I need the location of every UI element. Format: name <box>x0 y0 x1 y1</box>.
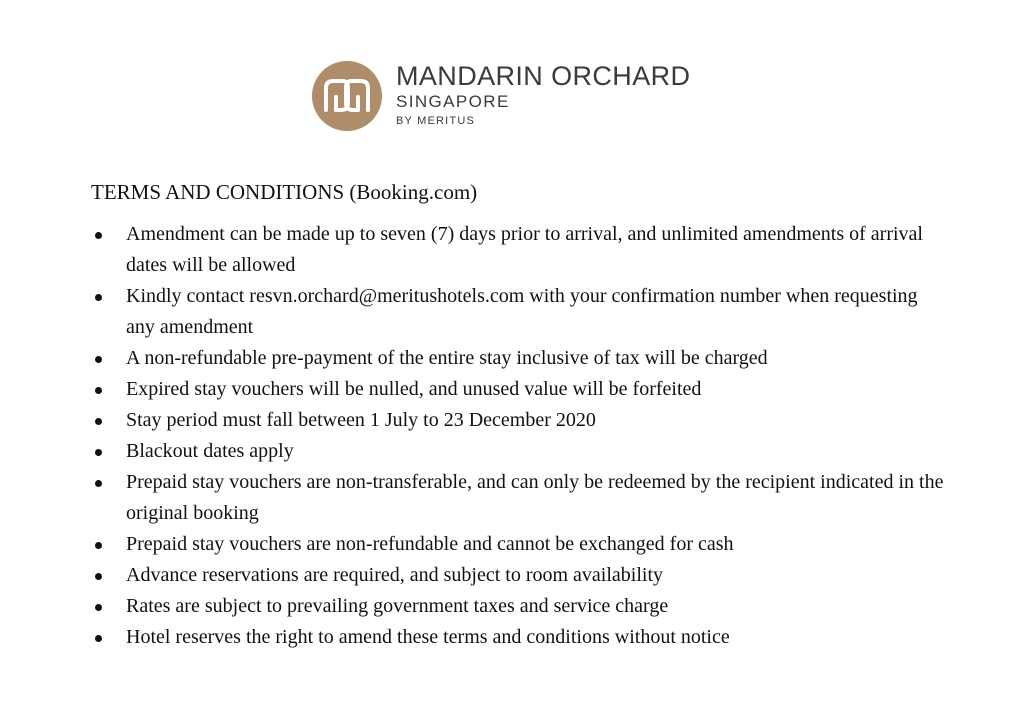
term-item-non-transferable: Prepaid stay vouchers are non-transferable, and can only be redeemed by the recipient indicated in the original booking <box>91 467 951 529</box>
term-item-amendment-window: Amendment can be made up to seven (7) days prior to arrival, and unlimited amendments of arrival dates will be allowed <box>91 219 951 281</box>
term-item-blackout-dates: Blackout dates apply <box>91 436 951 467</box>
logo-text <box>396 61 690 128</box>
brand-name: MANDARIN ORCHARD <box>396 61 691 91</box>
term-item-amend-terms: Hotel reserves the right to amend these terms and conditions without notice <box>91 622 951 653</box>
brand-group: BY MERITUS <box>396 115 476 127</box>
term-item-advance-reservations: Advance reservations are required, and subject to room availability <box>91 560 951 591</box>
terms-list <box>91 219 951 653</box>
term-item-non-refundable: Prepaid stay vouchers are non-refundable and cannot be exchanged for cash <box>91 529 951 560</box>
brand-location: SINGAPORE <box>396 92 510 111</box>
mandarin-orchard-logo-mark-icon <box>312 61 382 131</box>
term-item-prepayment: A non-refundable pre-payment of the entire stay inclusive of tax will be charged <box>91 343 951 374</box>
term-item-taxes-service-charge: Rates are subject to prevailing government taxes and service charge <box>91 591 951 622</box>
term-item-expired-vouchers: Expired stay vouchers will be nulled, and unused value will be forfeited <box>91 374 951 405</box>
terms-content <box>91 178 951 653</box>
hotel-logo <box>312 61 732 133</box>
document-title: TERMS AND CONDITIONS (Booking.com) <box>91 180 478 204</box>
term-item-contact-email: Kindly contact resvn.orchard@meritushotels.com with your confirmation number when requesting any amendment <box>91 281 951 343</box>
term-item-stay-period: Stay period must fall between 1 July to 23 December 2020 <box>91 405 951 436</box>
